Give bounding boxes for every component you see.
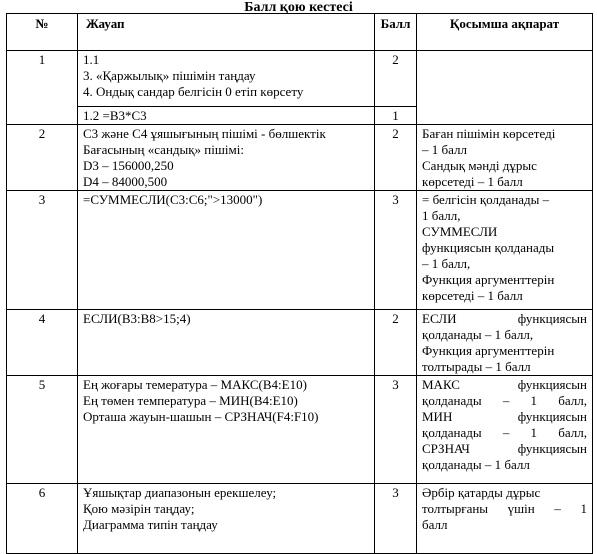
answer-line: Ұяшықтар диапазонын ерекшелеу; — [83, 485, 277, 500]
info-line: МИН функциясын — [422, 409, 587, 424]
info-line: МАКС функциясын — [422, 377, 587, 392]
scoring-table — [6, 13, 593, 554]
answer-line: 1.2 =B3*C3 — [83, 108, 147, 123]
answer-line: С3 және С4 ұяшығының пішімі - бөлшектік — [83, 126, 326, 141]
table-title: Балл қою кестесі — [244, 0, 353, 15]
info-line: Функция аргументтерін — [422, 343, 555, 358]
info-line: – 1 балл, — [422, 256, 471, 271]
info-cell — [417, 484, 593, 554]
answer-cell — [78, 376, 375, 484]
row-number-cell: 5 — [7, 376, 78, 484]
answer-line: =СУММЕСЛИ(C3:C6;">13000") — [83, 192, 263, 207]
row-number-cell: 4 — [7, 310, 78, 376]
table-row — [7, 191, 593, 310]
answer-cell — [78, 51, 375, 107]
answer-line: Қою мәзірін таңдау; — [83, 501, 195, 516]
info-line: – 1 балл — [422, 142, 467, 157]
answer-line: 3. «Қаржылық» пішімін таңдау — [83, 68, 256, 83]
info-line: функциясын қолданады — [422, 240, 555, 255]
table-body — [7, 51, 593, 554]
info-line: 1 балл, — [422, 208, 461, 223]
answer-cell — [78, 191, 375, 310]
info-line: ЕСЛИ функциясын — [422, 311, 587, 326]
info-line: қолданады – 1 балл, — [422, 327, 534, 342]
table-row — [7, 125, 593, 191]
answer-cell — [78, 125, 375, 191]
answer-cell — [78, 484, 375, 554]
row-number-cell: 6 — [7, 484, 78, 554]
info-cell — [417, 51, 593, 107]
info-line: толтырады – 1 балл — [422, 359, 531, 374]
info-cell — [417, 125, 593, 191]
score-cell: 3 — [375, 376, 417, 484]
info-cell — [417, 310, 593, 376]
header-num: № — [7, 14, 78, 51]
answer-line: 4. Ондық сандар белгісін 0 етіп көрсету — [83, 84, 304, 99]
score-cell: 3 — [375, 484, 417, 554]
answer-line: 1.1 — [83, 52, 100, 67]
answer-line: D4 – 84000,500 — [83, 174, 168, 189]
score-cell: 2 — [375, 310, 417, 376]
header-score: Балл — [375, 14, 417, 51]
score-cell: 3 — [375, 191, 417, 310]
row-number-cell: 2 — [7, 125, 78, 191]
answer-line: Бағасының «сандық» пішімі: — [83, 142, 244, 157]
info-cell — [417, 191, 593, 310]
info-line: қолданады – 1 балл, — [422, 393, 587, 408]
header-answer: Жауап — [78, 14, 375, 51]
info-line: көрсетеді – 1 балл — [422, 174, 523, 189]
info-line: СУММЕСЛИ — [422, 224, 498, 239]
info-line: толтырғаны үшін – 1 — [422, 501, 587, 516]
table-row — [7, 484, 593, 554]
info-line: Функция аргументтерін — [422, 272, 555, 287]
score-cell: 2 — [375, 51, 417, 107]
answer-line: ЕСЛИ(B3:B8>15;4) — [83, 311, 191, 326]
answer-cell — [78, 107, 375, 125]
table-row — [7, 107, 593, 125]
table-row — [7, 51, 593, 107]
info-line: Баған пішімін көрсетеді — [422, 126, 556, 141]
info-line: көрсетеді – 1 балл — [422, 288, 523, 303]
row-number-cell: 3 — [7, 191, 78, 310]
row-number-cell — [7, 107, 78, 125]
answer-cell — [78, 310, 375, 376]
answer-line: Диаграмма типін таңдау — [83, 517, 218, 532]
header-info: Қосымша ақпарат — [417, 14, 593, 51]
info-line: қолданады – 1 балл — [422, 457, 530, 472]
info-line: = белгісін қолданады – — [422, 192, 550, 207]
answer-line: Орташа жауын-шашын – СРЗНАЧ(F4:F10) — [83, 409, 319, 424]
table-row — [7, 376, 593, 484]
info-cell — [417, 376, 593, 484]
score-cell: 1 — [375, 107, 417, 125]
answer-line: Ең жоғары темература – МАКС(B4:E10) — [83, 377, 307, 392]
info-line: Әрбір қатарды дұрыс — [422, 485, 541, 500]
info-line: қолданады – 1 балл, — [422, 425, 587, 440]
row-number-cell: 1 — [7, 51, 78, 107]
header-row — [7, 14, 593, 51]
table-row — [7, 310, 593, 376]
info-line: балл — [422, 517, 448, 532]
info-line: Сандық мәнді дұрыс — [422, 158, 537, 173]
info-cell — [417, 107, 593, 125]
info-line: СРЗНАЧ функциясын — [422, 441, 587, 456]
answer-line: Ең төмен температура – МИН(B4:E10) — [83, 393, 298, 408]
score-cell: 2 — [375, 125, 417, 191]
answer-line: D3 – 156000,250 — [83, 158, 174, 173]
